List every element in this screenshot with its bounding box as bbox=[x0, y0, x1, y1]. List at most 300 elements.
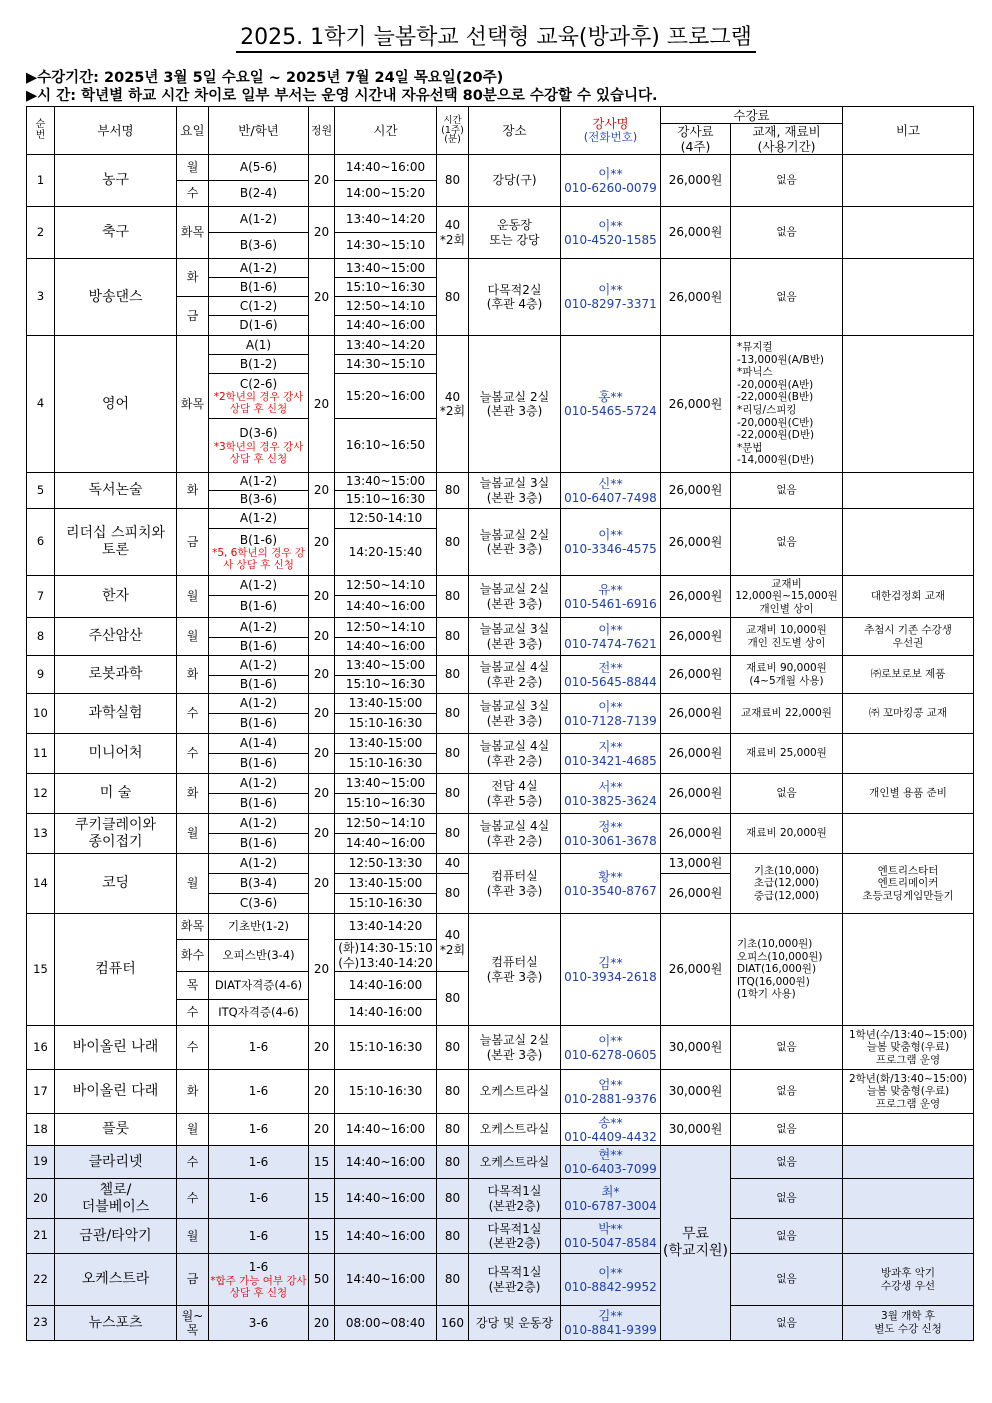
material-cell: 없음 bbox=[731, 1026, 843, 1070]
teacher-name: 정** bbox=[598, 818, 623, 834]
remark-cell bbox=[843, 473, 974, 509]
row-number: 18 bbox=[27, 1114, 55, 1146]
teacher-cell bbox=[561, 207, 661, 259]
row-number: 16 bbox=[27, 1026, 55, 1070]
material-cell: 없음 bbox=[731, 1070, 843, 1114]
material-cell: 없음 bbox=[731, 473, 843, 509]
quota-cell: 20 bbox=[309, 774, 335, 814]
place-cell: 늘봄교실 4실 (후관 2층) bbox=[469, 656, 561, 694]
place-cell: 강당(구) bbox=[469, 155, 561, 207]
time-cell: 15:10-16:30 bbox=[335, 894, 437, 914]
table-row bbox=[27, 774, 974, 794]
time-cell: 15:10-16:30 bbox=[335, 1070, 437, 1114]
time-cell: 14:40~16:00 bbox=[335, 638, 437, 656]
time-cell: 13:40~15:00 bbox=[335, 774, 437, 794]
row-number: 4 bbox=[27, 336, 55, 473]
time-cell: 14:40-16:00 bbox=[335, 972, 437, 1000]
teacher-name: 이** bbox=[598, 1264, 623, 1280]
class-label: B(1-6) bbox=[239, 639, 278, 654]
dept-name: 컴퓨터 bbox=[55, 914, 177, 1026]
teacher-name: 이** bbox=[598, 698, 623, 714]
quota-cell: 20 bbox=[309, 814, 335, 854]
duration-cell: 80 bbox=[437, 1114, 469, 1146]
header-place: 장소 bbox=[469, 107, 561, 155]
material-cell: 교재료비 22,000원 bbox=[731, 694, 843, 734]
class-note: *합주 가능 여부 강사 상담 후 신청 bbox=[210, 1274, 307, 1299]
fee-cell: 26,000원 bbox=[661, 207, 731, 259]
header-quota: 정원 bbox=[309, 107, 335, 155]
class-label: 오피스반(3-4) bbox=[222, 947, 295, 962]
teacher-cell bbox=[561, 1070, 661, 1114]
row-number: 20 bbox=[27, 1179, 55, 1219]
class-note: *2학년의 경우 강사 상담 후 신청 bbox=[213, 391, 304, 416]
time-cell: 14:40~16:00 bbox=[335, 1219, 437, 1254]
day-cell: 화 bbox=[177, 259, 209, 297]
place-cell: 오케스트라실 bbox=[469, 1146, 561, 1179]
class-label: C(1-2) bbox=[239, 298, 278, 313]
class-label: B(1-6) bbox=[239, 677, 278, 692]
time-cell: 13:40~14:20 bbox=[335, 207, 437, 233]
class-cell bbox=[209, 419, 309, 473]
time-cell: 15:10-16:30 bbox=[335, 714, 437, 734]
duration-cell: 40 *2회 bbox=[437, 207, 469, 259]
day-cell: 화수 bbox=[177, 940, 209, 972]
class-cell bbox=[209, 754, 309, 774]
day-cell: 월~목 bbox=[177, 1306, 209, 1341]
quota-cell: 20 bbox=[309, 618, 335, 656]
duration-cell: 80 bbox=[437, 734, 469, 774]
teacher-name: 최* bbox=[601, 1183, 620, 1199]
class-label: B(3-4) bbox=[239, 876, 278, 891]
teacher-cell bbox=[561, 336, 661, 473]
row-number: 3 bbox=[27, 259, 55, 336]
remark-cell: ㈜ 꼬마킹콩 교재 bbox=[843, 694, 974, 734]
material-line: (1학기 사용) bbox=[737, 988, 796, 1001]
day-cell: 화목 bbox=[177, 336, 209, 473]
class-cell bbox=[209, 894, 309, 914]
class-label: B(1-6) bbox=[239, 836, 278, 851]
teacher-phone: 010-6260-0079 bbox=[564, 180, 657, 195]
fee-cell: 30,000원 bbox=[661, 1026, 731, 1070]
class-cell bbox=[209, 316, 309, 336]
time-cell: 14:40-16:00 bbox=[335, 1000, 437, 1026]
day-cell: 월 bbox=[177, 1219, 209, 1254]
class-cell bbox=[209, 297, 309, 316]
quota-cell: 20 bbox=[309, 734, 335, 774]
table-row bbox=[27, 914, 974, 940]
class-cell bbox=[209, 473, 309, 491]
class-cell bbox=[209, 1070, 309, 1114]
time-cell: 14:30~15:10 bbox=[335, 355, 437, 374]
class-label: B(1-6) bbox=[239, 599, 278, 614]
duration-cell: 80 bbox=[437, 1254, 469, 1306]
table-row bbox=[27, 1146, 974, 1179]
place-cell: 늘봄교실 3실 (본관 3층) bbox=[469, 473, 561, 509]
teacher-phone: 010-7128-7139 bbox=[564, 713, 657, 728]
row-number: 17 bbox=[27, 1070, 55, 1114]
dept-name: 축구 bbox=[55, 207, 177, 259]
place-cell: 강당 및 운동장 bbox=[469, 1306, 561, 1341]
class-label: B(2-4) bbox=[239, 186, 278, 201]
teacher-name: 황** bbox=[598, 868, 623, 884]
row-number: 7 bbox=[27, 576, 55, 618]
class-label: A(1) bbox=[245, 337, 272, 352]
table-row bbox=[27, 656, 974, 676]
class-cell bbox=[209, 1179, 309, 1219]
day-cell: 수 bbox=[177, 181, 209, 207]
teacher-name: 이** bbox=[598, 1032, 623, 1048]
time-cell: 15:10-16:30 bbox=[335, 754, 437, 774]
class-label: B(3-6) bbox=[239, 492, 278, 507]
class-label: 1-6 bbox=[248, 1228, 269, 1243]
teacher-phone: 010-3346-4575 bbox=[564, 542, 657, 557]
row-number: 11 bbox=[27, 734, 55, 774]
place-cell: 늘봄교실 2실 (본관 3층) bbox=[469, 336, 561, 473]
material-line: 오피스(10,000원) bbox=[737, 950, 823, 963]
teacher-phone: 010-5465-5724 bbox=[564, 404, 657, 419]
table-row bbox=[27, 618, 974, 638]
place-cell: 늘봄교실 2실 (본관 3층) bbox=[469, 576, 561, 618]
fee-cell: 26,000원 bbox=[661, 874, 731, 914]
duration-cell: 80 bbox=[437, 814, 469, 854]
time-cell: 14:40~16:00 bbox=[335, 834, 437, 854]
row-number: 13 bbox=[27, 814, 55, 854]
table-row bbox=[27, 1179, 974, 1219]
teacher-phone: 010-8841-9399 bbox=[564, 1323, 657, 1338]
row-number: 10 bbox=[27, 694, 55, 734]
material-cell: 없음 bbox=[731, 509, 843, 576]
time-cell: 12:50~14:10 bbox=[335, 297, 437, 316]
teacher-name: 이** bbox=[598, 217, 623, 233]
teacher-cell bbox=[561, 1146, 661, 1179]
material-cell: 없음 bbox=[731, 1254, 843, 1306]
dept-name: 영어 bbox=[55, 336, 177, 473]
class-cell bbox=[209, 374, 309, 419]
day-cell: 화 bbox=[177, 774, 209, 814]
dept-name: 플룻 bbox=[55, 1114, 177, 1146]
quota-cell: 20 bbox=[309, 1114, 335, 1146]
place-cell: 오케스트라실 bbox=[469, 1070, 561, 1114]
duration-cell: 80 bbox=[437, 1219, 469, 1254]
class-cell bbox=[209, 529, 309, 576]
place-cell: 늘봄교실 2실 (본관 3층) bbox=[469, 1026, 561, 1070]
remark-cell: 개인별 용품 준비 bbox=[843, 774, 974, 814]
teacher-phone: 010-3825-3624 bbox=[564, 793, 657, 808]
teacher-phone: 010-3934-2618 bbox=[564, 969, 657, 984]
teacher-name: 이** bbox=[598, 621, 623, 637]
table-row bbox=[27, 854, 974, 874]
course-time-note: ▶시 간: 학년별 하교 시간 차이로 일부 부서는 운영 시간내 자유선택 80분으로 수강할 수 있습니다. bbox=[26, 88, 658, 104]
class-cell bbox=[209, 596, 309, 618]
quota-cell: 20 bbox=[309, 1306, 335, 1341]
dept-name: 바이올린 나래 bbox=[55, 1026, 177, 1070]
class-label: A(1-2) bbox=[239, 511, 278, 526]
class-cell bbox=[209, 854, 309, 874]
duration-cell: 80 bbox=[437, 1070, 469, 1114]
place-cell: 늘봄교실 4실 (후관 2층) bbox=[469, 734, 561, 774]
dept-name: 클라리넷 bbox=[55, 1146, 177, 1179]
teacher-phone: 010-5047-8584 bbox=[564, 1236, 657, 1251]
day-cell: 월 bbox=[177, 618, 209, 656]
remark-cell bbox=[843, 1146, 974, 1179]
time-cell: 13:40~15:00 bbox=[335, 473, 437, 491]
table-row bbox=[27, 1254, 974, 1306]
class-cell bbox=[209, 509, 309, 529]
header-fee-material: 교재, 재료비 (사용기간) bbox=[731, 124, 843, 155]
day-cell: 금 bbox=[177, 509, 209, 576]
row-number: 22 bbox=[27, 1254, 55, 1306]
teacher-phone: 010-4520-1585 bbox=[564, 232, 657, 247]
teacher-cell bbox=[561, 473, 661, 509]
quota-cell: 20 bbox=[309, 656, 335, 694]
teacher-cell bbox=[561, 814, 661, 854]
remark-cell bbox=[843, 207, 974, 259]
row-number: 15 bbox=[27, 914, 55, 1026]
teacher-phone: 010-3421-4685 bbox=[564, 753, 657, 768]
class-cell bbox=[209, 774, 309, 794]
class-cell bbox=[209, 207, 309, 233]
class-cell bbox=[209, 714, 309, 734]
material-cell: 없음 bbox=[731, 774, 843, 814]
fee-cell: 26,000원 bbox=[661, 618, 731, 656]
class-label: A(5-6) bbox=[239, 160, 278, 175]
duration-cell: 80 bbox=[437, 1179, 469, 1219]
day-cell: 월 bbox=[177, 814, 209, 854]
dept-name: 한자 bbox=[55, 576, 177, 618]
material-line: DIAT(16,000원) bbox=[737, 963, 817, 976]
teacher-phone: 010-7474-7621 bbox=[564, 636, 657, 651]
table-row bbox=[27, 336, 974, 355]
material-cell: 재료비 25,000원 bbox=[731, 734, 843, 774]
class-label: A(1-2) bbox=[239, 212, 278, 227]
teacher-cell bbox=[561, 576, 661, 618]
dept-name: 로봇과학 bbox=[55, 656, 177, 694]
duration-cell: 80 bbox=[437, 1026, 469, 1070]
class-cell bbox=[209, 1146, 309, 1179]
day-cell: 수 bbox=[177, 694, 209, 734]
header-dept: 부서명 bbox=[55, 107, 177, 155]
class-label: A(1-2) bbox=[239, 696, 278, 711]
remark-cell bbox=[843, 1179, 974, 1219]
material-cell: 없음 bbox=[731, 1146, 843, 1179]
fee-cell: 26,000원 bbox=[661, 336, 731, 473]
teacher-cell bbox=[561, 155, 661, 207]
class-cell bbox=[209, 794, 309, 814]
place-cell: 다목적1실 (본관2층) bbox=[469, 1219, 561, 1254]
row-number: 2 bbox=[27, 207, 55, 259]
teacher-cell bbox=[561, 1306, 661, 1341]
class-label: B(1-2) bbox=[239, 356, 278, 371]
class-label: 기초반(1-2) bbox=[227, 918, 290, 933]
material-cell bbox=[731, 336, 843, 473]
class-cell bbox=[209, 491, 309, 509]
teacher-name: 김** bbox=[598, 954, 623, 970]
teacher-name: 이** bbox=[598, 282, 623, 298]
place-cell: 늘봄교실 4실 (후관 2층) bbox=[469, 814, 561, 854]
class-label: C(3-6) bbox=[239, 896, 278, 911]
remark-cell bbox=[843, 814, 974, 854]
material-cell: 교재비 12,000원~15,000원 개인별 상이 bbox=[731, 576, 843, 618]
teacher-phone: 010-3540-8767 bbox=[564, 883, 657, 898]
time-cell: 13:40-14:20 bbox=[335, 914, 437, 940]
remark-cell: 추첨시 기존 수강생 우선권 bbox=[843, 618, 974, 656]
duration-cell: 80 bbox=[437, 576, 469, 618]
teacher-name: 홍** bbox=[598, 389, 623, 405]
material-line: -22,000원(B반) bbox=[737, 391, 814, 404]
row-number: 1 bbox=[27, 155, 55, 207]
fee-cell: 26,000원 bbox=[661, 774, 731, 814]
day-cell: 화 bbox=[177, 656, 209, 694]
quota-cell: 20 bbox=[309, 207, 335, 259]
class-label: A(1-2) bbox=[239, 816, 278, 831]
material-cell: 없음 bbox=[731, 259, 843, 336]
remark-cell: 3월 개학 후 별도 수강 신청 bbox=[843, 1306, 974, 1341]
duration-cell: 80 bbox=[437, 259, 469, 336]
material-line: -22,000원(D반) bbox=[737, 429, 815, 442]
duration-cell: 160 bbox=[437, 1306, 469, 1341]
table-row bbox=[27, 1070, 974, 1114]
day-cell: 화 bbox=[177, 473, 209, 509]
table-row bbox=[27, 473, 974, 491]
quota-cell: 20 bbox=[309, 1070, 335, 1114]
duration-cell: 80 bbox=[437, 155, 469, 207]
quota-cell: 15 bbox=[309, 1146, 335, 1179]
material-cell: 없음 bbox=[731, 155, 843, 207]
teacher-name: 유** bbox=[598, 581, 623, 597]
class-label: D(3-6) bbox=[239, 426, 278, 441]
time-cell: 13:40~15:00 bbox=[335, 656, 437, 676]
material-cell bbox=[731, 914, 843, 1026]
place-cell: 컴퓨터실 (후관 3층) bbox=[469, 854, 561, 914]
dept-name: 방송댄스 bbox=[55, 259, 177, 336]
class-label: A(1-4) bbox=[239, 736, 278, 751]
teacher-name: 신** bbox=[598, 475, 623, 491]
teacher-cell bbox=[561, 1179, 661, 1219]
time-cell: 15:10~16:30 bbox=[335, 278, 437, 297]
teacher-name: 엄** bbox=[598, 1076, 623, 1092]
table-row bbox=[27, 1114, 974, 1146]
header-day: 요일 bbox=[177, 107, 209, 155]
page-title: 2025. 1학기 늘봄학교 선택형 교육(방과후) 프로그램 bbox=[0, 20, 992, 51]
remark-cell bbox=[843, 509, 974, 576]
header-teacher: 강사명 (전화번호) bbox=[561, 107, 661, 155]
fee-cell: 26,000원 bbox=[661, 656, 731, 694]
day-cell: 화목 bbox=[177, 207, 209, 259]
class-label: A(1-2) bbox=[239, 776, 278, 791]
quota-cell: 20 bbox=[309, 576, 335, 618]
quota-cell: 20 bbox=[309, 473, 335, 509]
class-label: B(1-6) bbox=[239, 796, 278, 811]
table-row bbox=[27, 207, 974, 233]
dept-name: 미 술 bbox=[55, 774, 177, 814]
class-cell bbox=[209, 618, 309, 638]
material-line: -14,000원(D반) bbox=[737, 454, 815, 467]
material-cell: 재료비 90,000원 (4~5개월 사용) bbox=[731, 656, 843, 694]
time-cell: 15:20~16:00 bbox=[335, 374, 437, 419]
class-cell bbox=[209, 355, 309, 374]
table-row bbox=[27, 1026, 974, 1070]
row-number: 12 bbox=[27, 774, 55, 814]
material-cell: 없음 bbox=[731, 1179, 843, 1219]
class-label: B(1-6) bbox=[239, 756, 278, 771]
table-row bbox=[27, 509, 974, 529]
time-cell: 15:10~16:30 bbox=[335, 676, 437, 694]
duration-cell: 80 bbox=[437, 774, 469, 814]
material-cell: 교재비 10,000원 개인 진도별 상이 bbox=[731, 618, 843, 656]
material-line: ITQ(16,000원) bbox=[737, 975, 810, 988]
class-label: B(1-6) bbox=[239, 716, 278, 731]
teacher-phone: 010-6787-3004 bbox=[564, 1198, 657, 1213]
fee-cell: 26,000원 bbox=[661, 694, 731, 734]
material-line: -13,000원(A/B반) bbox=[737, 353, 824, 366]
remark-cell bbox=[843, 1219, 974, 1254]
place-cell: 늘봄교실 2실 (본관 3층) bbox=[469, 509, 561, 576]
material-line: *문법 bbox=[737, 441, 763, 454]
duration-cell: 80 bbox=[437, 618, 469, 656]
teacher-phone: 010-5461-6916 bbox=[564, 596, 657, 611]
class-label: A(1-2) bbox=[239, 658, 278, 673]
row-number: 23 bbox=[27, 1306, 55, 1341]
day-cell: 수 bbox=[177, 1026, 209, 1070]
time-cell: 14:30~15:10 bbox=[335, 233, 437, 259]
duration-cell: 80 bbox=[437, 1146, 469, 1179]
fee-cell: 26,000원 bbox=[661, 473, 731, 509]
quota-cell: 20 bbox=[309, 259, 335, 336]
place-cell: 늘봄교실 3실 (본관 3층) bbox=[469, 618, 561, 656]
class-cell bbox=[209, 155, 309, 181]
teacher-phone: 010-4409-4432 bbox=[564, 1129, 657, 1144]
schedule-table bbox=[26, 106, 974, 1341]
teacher-cell bbox=[561, 854, 661, 914]
class-cell bbox=[209, 181, 309, 207]
day-cell: 금 bbox=[177, 1254, 209, 1306]
teacher-cell bbox=[561, 694, 661, 734]
teacher-phone: 010-8297-3371 bbox=[564, 297, 657, 312]
class-cell bbox=[209, 874, 309, 894]
class-cell bbox=[209, 1000, 309, 1026]
remark-cell: ㈜로보로보 제품 bbox=[843, 656, 974, 694]
material-cell: 기초(10,000) 초급(12,000) 중급(12,000) bbox=[731, 854, 843, 914]
time-cell: 14:40~16:00 bbox=[335, 1179, 437, 1219]
duration-cell: 40 *2회 bbox=[437, 914, 469, 972]
place-cell: 전담 4실 (후관 5층) bbox=[469, 774, 561, 814]
place-cell: 운동장 또는 강당 bbox=[469, 207, 561, 259]
class-cell bbox=[209, 1026, 309, 1070]
free-fee-cell: 무료 (학교지원) bbox=[661, 1146, 731, 1341]
header-fee: 수강료 bbox=[661, 107, 843, 124]
fee-cell: 26,000원 bbox=[661, 576, 731, 618]
quota-cell: 15 bbox=[309, 1219, 335, 1254]
teacher-cell bbox=[561, 259, 661, 336]
table-row bbox=[27, 814, 974, 834]
course-period: ▶수강기간: 2025년 3월 5일 수요일 ~ 2025년 7월 24일 목요일(20주) bbox=[26, 70, 504, 86]
class-cell bbox=[209, 694, 309, 714]
duration-cell: 80 bbox=[437, 509, 469, 576]
fee-cell: 26,000원 bbox=[661, 259, 731, 336]
table-row bbox=[27, 259, 974, 278]
time-cell: 12:50-13:30 bbox=[335, 854, 437, 874]
place-cell: 다목적2실 (후관 4층) bbox=[469, 259, 561, 336]
class-cell bbox=[209, 676, 309, 694]
dept-name: 금관/타악기 bbox=[55, 1219, 177, 1254]
duration-cell: 80 bbox=[437, 694, 469, 734]
dept-name: 첼로/ 더블베이스 bbox=[55, 1179, 177, 1219]
header-duration: 시간 (1주) (분) bbox=[437, 107, 469, 155]
remark-cell bbox=[843, 259, 974, 336]
teacher-phone: 010-6278-0605 bbox=[564, 1047, 657, 1062]
class-label: ITQ자격증(4-6) bbox=[218, 1004, 299, 1019]
fee-cell: 30,000원 bbox=[661, 1070, 731, 1114]
